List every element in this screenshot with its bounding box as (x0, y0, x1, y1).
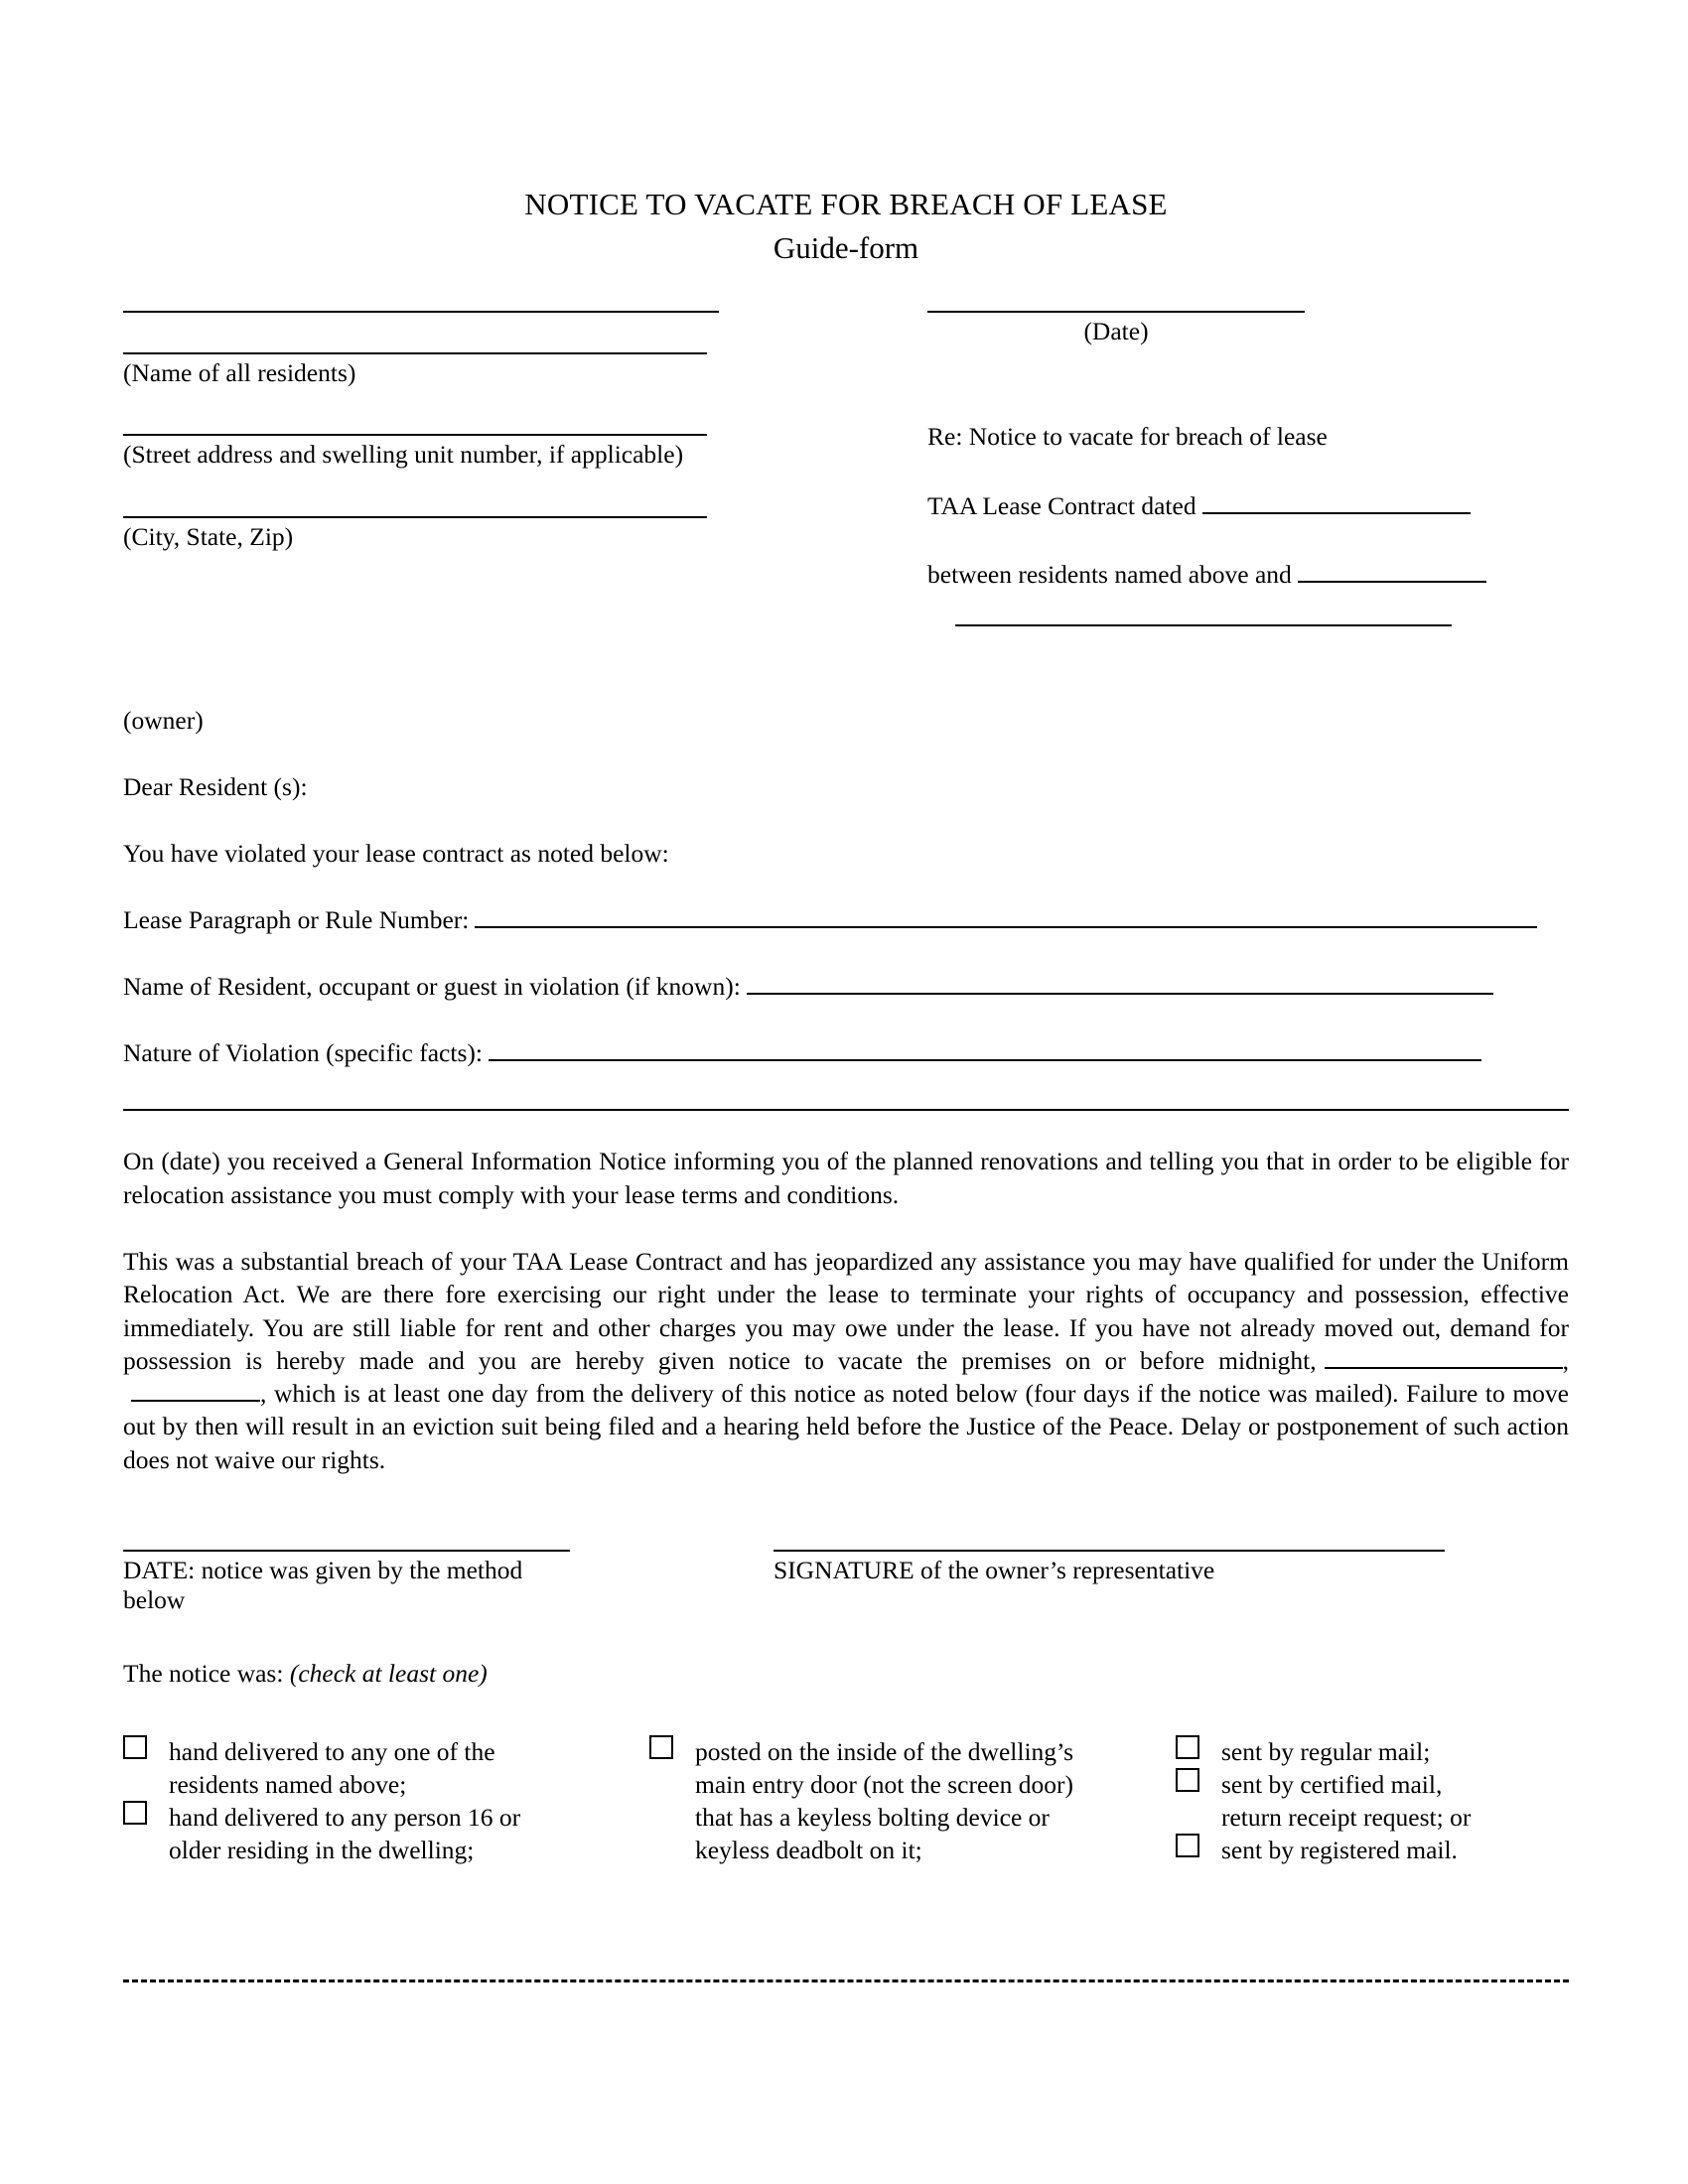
checkbox-item[interactable] (123, 1735, 540, 1801)
nature-of-violation-row (123, 1036, 1569, 1069)
checkbox-label-line: hand delivered to any one of the (169, 1736, 495, 1766)
between-residents-label: between residents named above and (927, 559, 1292, 589)
lease-paragraph-label: Lease Paragraph or Rule Number: (123, 905, 470, 935)
signature-row (123, 1550, 1569, 1639)
vacate-year-fill[interactable] (131, 1381, 260, 1402)
page-title: NOTICE TO VACATE FOR BREACH OF LEASE (524, 187, 1168, 221)
checkbox-icon[interactable] (1176, 1834, 1199, 1857)
checkbox-column-hand-delivery (123, 1735, 540, 1867)
checkbox-label-line: posted on the inside of the dwelling’s (695, 1736, 1074, 1766)
checkbox-label-line: return receipt request; or (1221, 1803, 1472, 1833)
checkbox-icon[interactable] (1176, 1735, 1199, 1759)
checkbox-label-line: older residing in the dwelling; (169, 1836, 475, 1865)
document-sheet (123, 0, 1569, 1982)
checkbox-icon[interactable] (123, 1801, 147, 1825)
name-of-residents-caption: (Name of all residents) (123, 357, 356, 387)
salutation: Dear Resident (s): (123, 771, 308, 801)
violation-intro: You have violated your lease contract as noted below: (123, 838, 669, 868)
header-left-column (123, 311, 759, 554)
checkbox-item[interactable] (1176, 1735, 1573, 1768)
checkbox-icon[interactable] (1176, 1768, 1199, 1792)
page-subtitle: Guide-form (773, 230, 919, 266)
checkbox-icon[interactable] (123, 1735, 147, 1759)
dashed-separator (123, 1979, 1569, 1982)
taa-lease-dated-label: TAA Lease Contract dated (927, 490, 1196, 520)
paragraph-breach-part-2: , which is at least one day from the delivery of this notice as noted below (four days if the notice was mailed). Failure to move out by then will result in an eviction suit being filed and a hearing held before the Justice of the Peace. Delay or postponement of such action does not waive our rights. (123, 1379, 1569, 1474)
checkbox-label-line: that has a keyless bolting device or (695, 1803, 1050, 1833)
delivery-method-checkbox-grid (123, 1735, 1569, 1884)
lease-paragraph-row (123, 903, 1569, 936)
between-residents-row (927, 558, 1569, 591)
name-in-violation-row (123, 970, 1569, 1003)
checkbox-label-line: hand delivered to any person 16 or (169, 1803, 521, 1833)
city-state-zip-caption: (City, State, Zip) (123, 522, 294, 552)
header-right-column (927, 311, 1569, 626)
checkbox-item[interactable] (123, 1801, 540, 1866)
street-address-caption: (Street address and swelling unit number, if applicable) (123, 440, 684, 470)
name-in-violation-label: Name of Resident, occupant or guest in violation (if known): (123, 972, 741, 1002)
between-residents-fill[interactable] (1298, 562, 1486, 583)
paragraph-breach-part-1: This was a substantial breach of your TAA Lease Contract and has jeopardized any assistance you may have qualified for under the Uniform Relocation Act. We are there fore exercising our right under the lease to terminate your rights of occupancy and possession, effective immediately. You are still liable for rent and other charges you may owe under the lease. If you have not already moved out, demand for possession is hereby made and you are hereby given notice to vacate the premises on or before midnight, (123, 1246, 1569, 1375)
re-line: Re: Notice to vacate for breach of lease (927, 422, 1328, 452)
owner-caption: (owner) (123, 705, 204, 735)
checkbox-column-mail (1176, 1735, 1573, 1867)
checkbox-heading-italic: (check at least one) (289, 1658, 488, 1688)
checkbox-label-line: residents named above; (169, 1770, 407, 1800)
checkbox-heading (123, 1657, 1569, 1690)
checkbox-item[interactable] (1176, 1834, 1573, 1866)
paragraph-general-information-notice: On (date) you received a General Information Notice informing you of the planned renovations and telling you that in order to be eligible for relocation assistance you must comply with your lease terms and conditions. (123, 1147, 1569, 1209)
checkbox-heading-normal: The notice was: (123, 1658, 290, 1688)
checkbox-label-line: sent by certified mail, (1221, 1770, 1443, 1800)
nature-of-violation-fill[interactable] (489, 1040, 1481, 1061)
taa-lease-dated-row (927, 489, 1569, 522)
signature-label: SIGNATURE of the owner’s representative (774, 1555, 1215, 1584)
lease-paragraph-fill[interactable] (475, 907, 1537, 928)
document-title-block (123, 185, 1569, 269)
checkbox-label-line: sent by registered mail. (1221, 1836, 1458, 1865)
paragraph-breach-terms (123, 1245, 1569, 1476)
date-given-block (123, 1550, 590, 1615)
checkbox-item[interactable] (1176, 1768, 1573, 1834)
date-caption: (Date) (1083, 316, 1149, 345)
checkbox-icon[interactable] (649, 1735, 673, 1759)
checkbox-label-line: keyless deadbolt on it; (695, 1836, 922, 1865)
nature-of-violation-label: Nature of Violation (specific facts): (123, 1038, 483, 1068)
taa-lease-dated-fill[interactable] (1202, 493, 1471, 514)
vacate-date-fill[interactable] (1325, 1348, 1563, 1369)
owner-name-rule[interactable] (955, 624, 1452, 626)
signature-block (774, 1550, 1469, 1585)
checkbox-label-line: main entry door (not the screen door) (695, 1770, 1073, 1800)
name-in-violation-fill[interactable] (747, 974, 1493, 995)
checkbox-label-line: sent by regular mail; (1221, 1736, 1431, 1766)
header-block (123, 311, 1569, 738)
date-given-label: DATE: notice was given by the method below (123, 1555, 523, 1614)
checkbox-column-posted (649, 1735, 1106, 1867)
vacate-date-separator: , (1562, 1345, 1569, 1375)
checkbox-item[interactable] (649, 1735, 1106, 1867)
